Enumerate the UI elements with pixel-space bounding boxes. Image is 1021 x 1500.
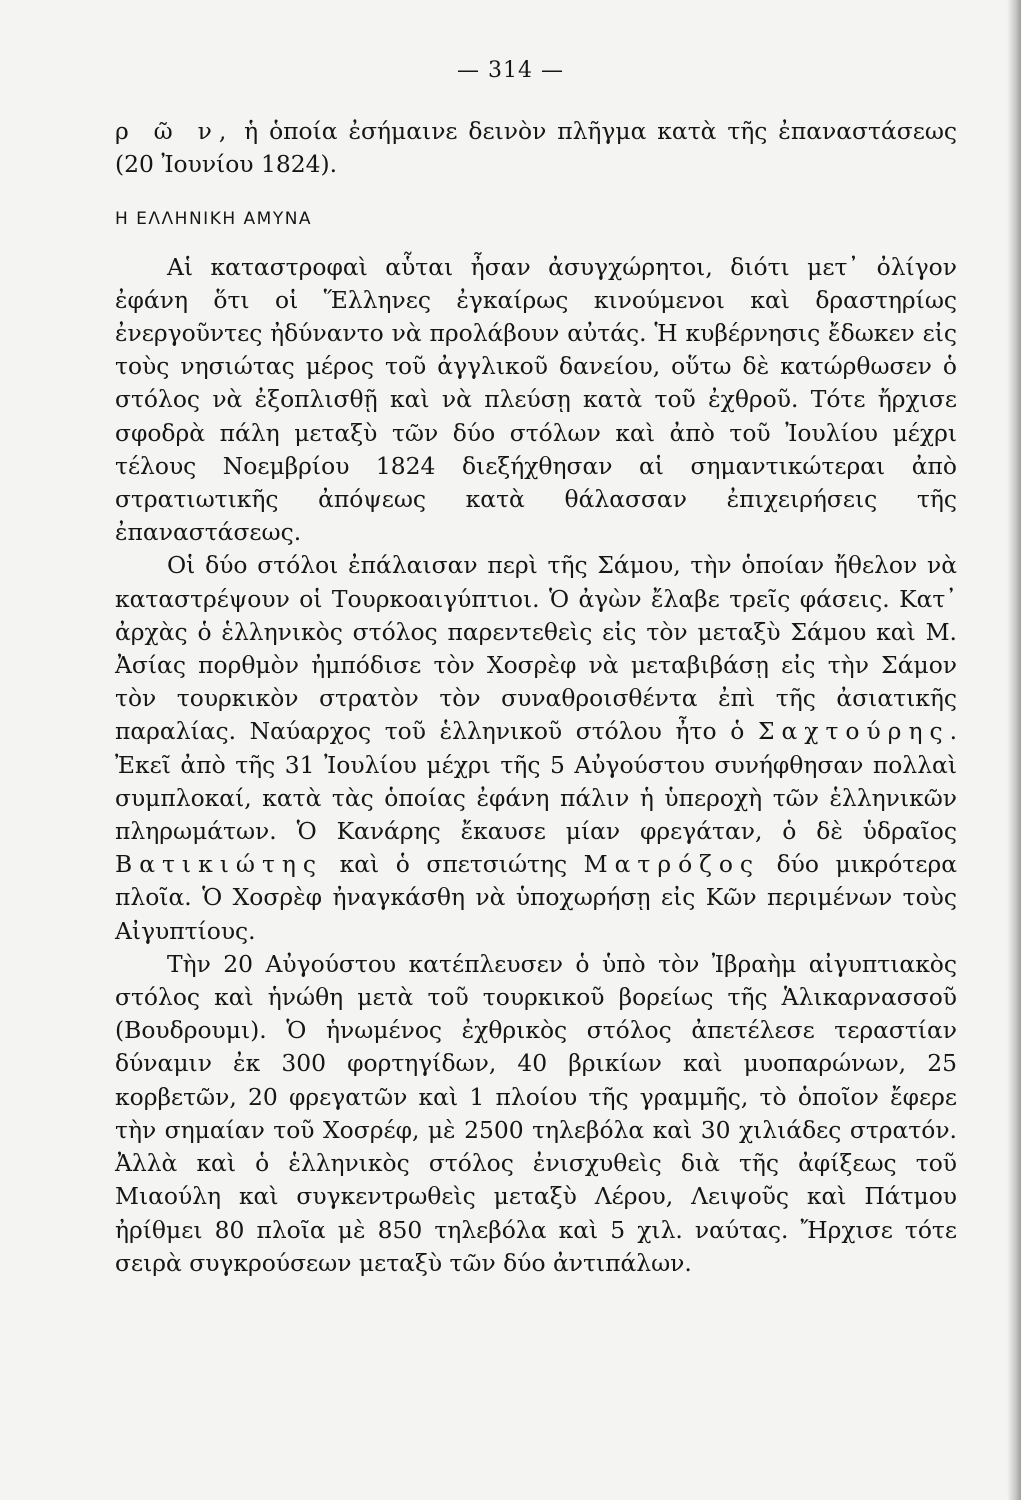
spaced-name-sachtouris: Σαχτούρης bbox=[757, 717, 950, 746]
page-binding-shadow bbox=[1007, 0, 1021, 1500]
spaced-word: ρ ῶ ν, bbox=[115, 117, 234, 145]
page-body bbox=[115, 115, 957, 1280]
paragraph-2-part-b: . Ἐκεῖ ἀπὸ τῆς 31 Ἰουλίου μέχρι τῆς 5 Αὐγούστου συνήφθησαν πολλαὶ συμπλοκαί, κατὰ τὰς ὁποίας ἐφάνη πάλιν ἡ ὑπεροχὴ τῶν ἑλληνικῶν πληρωμάτων. Ὁ Κανάρης ἔκαυσε μίαν φρεγάταν, ὁ δὲ ὑδραῖος bbox=[115, 717, 957, 846]
section-heading: Η ΕΛΛΗΝΙΚΗ ΑΜΥΝΑ bbox=[115, 209, 313, 230]
continuation-text: ἡ ὁποία ἐσήμαινε δεινὸν πλῆγμα κατὰ τῆς ἐπαναστάσεως (20 Ἰουνίου 1824). bbox=[115, 117, 957, 179]
paragraph-2-part-c: καὶ ὁ σπετσιώτης bbox=[323, 850, 584, 879]
paragraph-1: Αἱ καταστροφαὶ αὗται ἦσαν ἀσυγχώρητοι, διότι μετ᾽ ὀλίγον ἐφάνη ὅτι οἱ Ἕλληνες ἐγκαίρως κινούμενοι καὶ δραστηρίως ἐνεργοῦντες ἠδύναντο νὰ προλάβουν αὐτάς. Ἡ κυβέρνησις ἔδωκεν εἰς τοὺς νησιώτας μέρος τοῦ ἀγγλικοῦ δανείου, οὕτω δὲ κατώρθωσεν ὁ στόλος νὰ ἐξοπλισθῇ καὶ νὰ πλεύσῃ κατὰ τοῦ ἐχθροῦ. Τότε ἤρχισε σφοδρὰ πάλη μεταξὺ τῶν δύο στόλων καὶ ἀπὸ τοῦ Ἰουλίου μέχρι τέλους Νοεμβρίου 1824 διεξήχθησαν αἱ σημαντικώτεραι ἀπὸ στρατιωτικῆς ἀπόψεως κατὰ θάλασσαν ἐπιχειρήσεις τῆς ἐπαναστάσεως. bbox=[115, 252, 957, 547]
spaced-name-vatikiotis: Βατικιώτης bbox=[115, 850, 324, 879]
paragraph-2-part-a: Οἱ δύο στόλοι ἐπάλαισαν περὶ τῆς Σάμου, τὴν ὁποίαν ἤθελον νὰ καταστρέψουν οἱ Τουρκοαιγύπτιοι. Ὁ ἀγὼν ἔλαβε τρεῖς φάσεις. Κατ᾽ ἀρχὰς ὁ ἑλληνικὸς στόλος παρεντεθεὶς εἰς τὸν μεταξὺ Σάμου καὶ Μ. Ἀσίας πορθμὸν ἠμπόδισε τὸν Χοσρὲφ νὰ μεταβιβάσῃ εἰς τὴν Σάμον τὸν τουρκικὸν στρατὸν τὸν συναθροισθέντα ἐπὶ τῆς ἀσιατικῆς παραλίας. Ναύαρχος τοῦ ἑλληνικοῦ στόλου ἦτο ὁ bbox=[115, 551, 957, 746]
paragraph-3: Τὴν 20 Αὐγούστου κατέπλευσεν ὁ ὑπὸ τὸν Ἰβραὴμ αἰγυπτιακὸς στόλος καὶ ἡνώθη μετὰ τοῦ τουρκικοῦ βορείως τῆς Ἁλικαρνασσοῦ (Βουδρουμι). Ὁ ἡνωμένος ἐχθρικὸς στόλος ἀπετέλεσε τεραστίαν δύναμιν ἐκ 300 φορτηγίδων, 40 βρικίων καὶ μυοπαρώνων, 25 κορβετῶν, 20 φρεγατῶν καὶ 1 πλοίου τῆς γραμμῆς, τὸ ὁποῖον ἔφερε τὴν σημαίαν τοῦ Χοσρέφ, μὲ 2500 τηλεβόλα καὶ 30 χιλιάδες στρατόν. Ἀλλὰ καὶ ὁ ἑλληνικὸς στόλος ἐνισχυθεὶς διὰ τῆς ἀφίξεως τοῦ Μιαούλη καὶ συγκεντρωθεὶς μεταξὺ Λέρου, Λειψοῦς καὶ Πάτμου ἠρίθμει 80 πλοῖα μὲ 850 τηλεβόλα καὶ 5 χιλ. ναύτας. Ἤρχισε τότε σειρὰ συγκρούσεων μεταξὺ τῶν δύο ἀντιπάλων. bbox=[115, 949, 957, 1277]
continuation-paragraph bbox=[115, 115, 957, 181]
spaced-name-matrozos: Ματρόζος bbox=[583, 850, 761, 879]
page-number: — 314 — bbox=[457, 58, 564, 83]
paragraph-2-part-d: δύο μικρότερα πλοῖα. Ὁ Χοσρὲφ ἠναγκάσθη νὰ ὑποχωρήσῃ εἰς Κῶν περιμένων τοὺς Αἰγυπτίους. bbox=[115, 850, 957, 945]
paragraph-2 bbox=[115, 549, 957, 947]
